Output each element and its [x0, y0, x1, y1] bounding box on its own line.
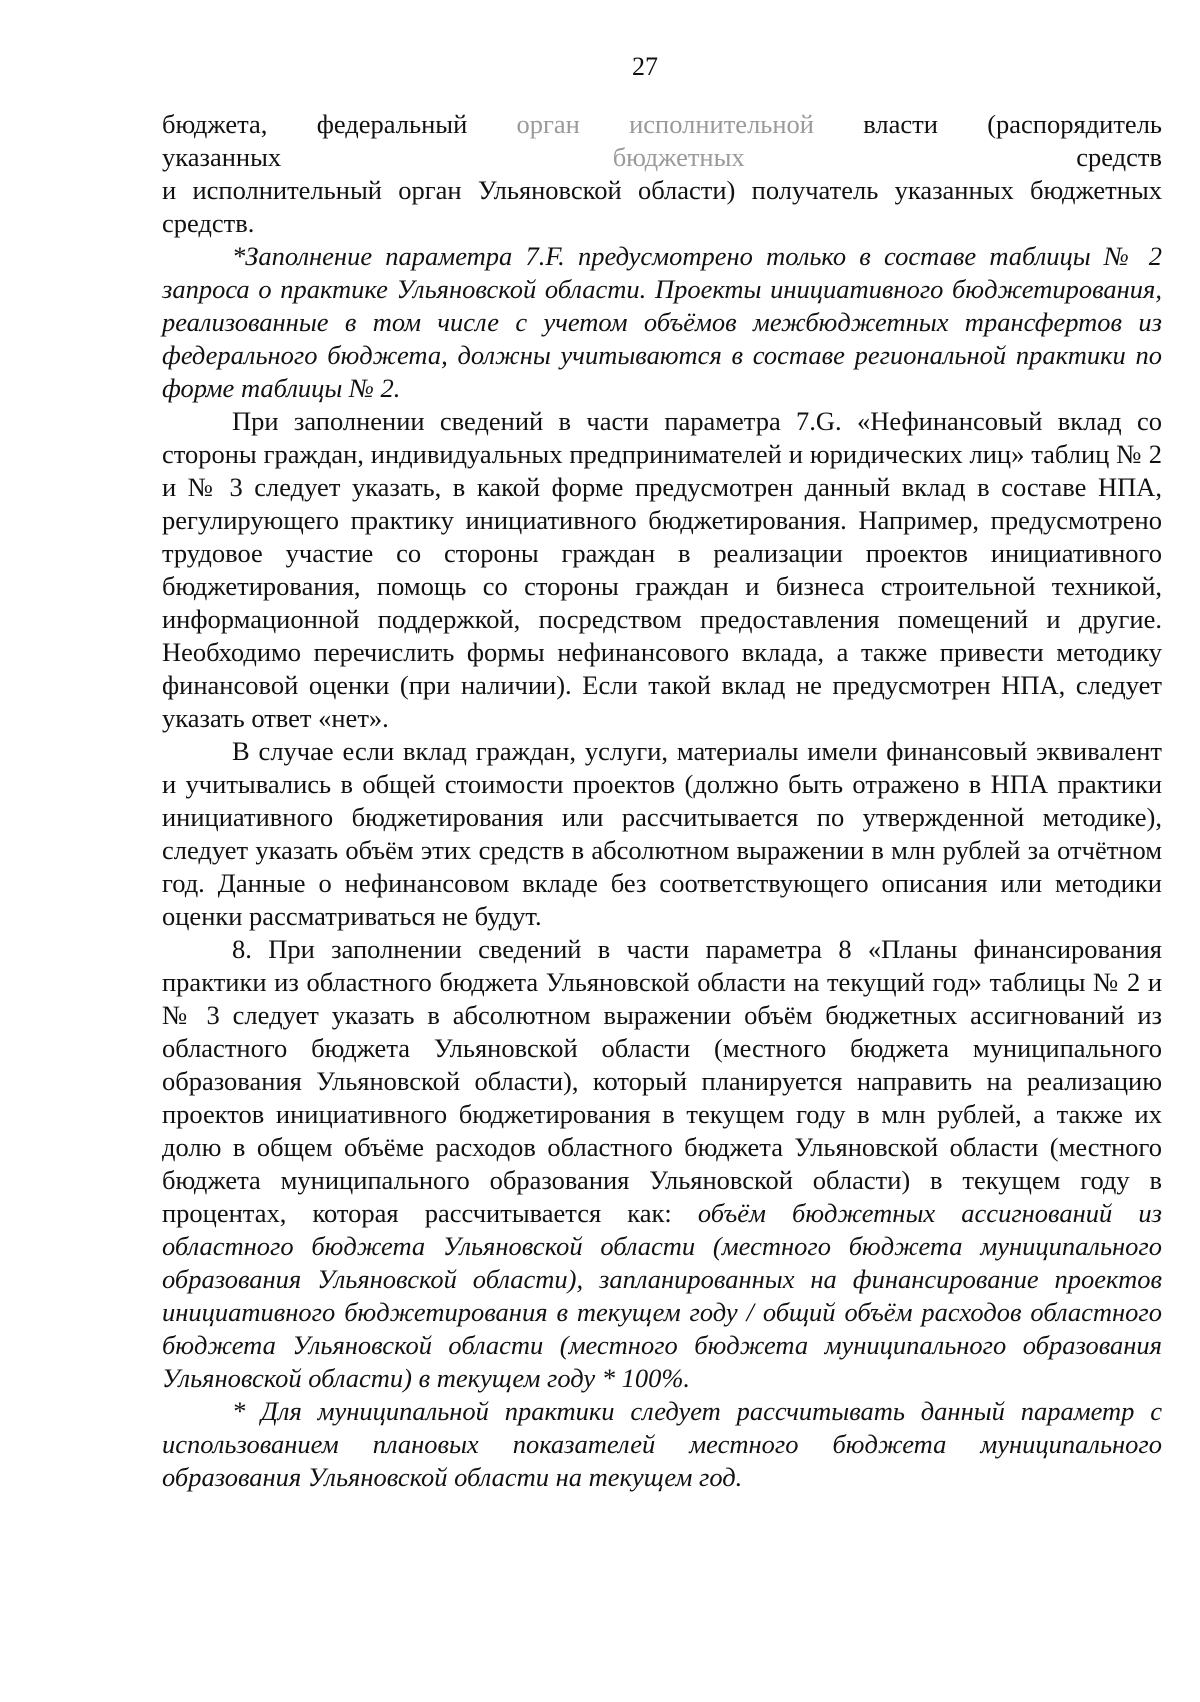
paragraph-8-formula: объём бюджетных ассигнований из областного бюджета Ульяновской области (местного бюджета муниципального образования Ульяновской области), запланированных на финансирование проектов инициативного бюджетирования в текущем году / общий объём расходов областного бюджета Ульяновской области (местного бюджета муниципального образования Ульяновской области) в текущем году * 100%.	[162, 1198, 1162, 1393]
footnote-paragraph-7f: *Заполнение параметра 7.F. предусмотрено только в составе таблицы № 2 запроса о практике Ульяновской области. Проекты инициативного бюджетирования, реализованные в том числе с учетом объёмов межбюджетных трансфертов из федерального бюджета, должны учитываются в составе региональной практики по форме таблицы № 2.	[162, 241, 1162, 403]
continued-paragraph-line-1	[162, 108, 1162, 141]
continued-paragraph-rest: и исполнительный орган Ульяновской области) получатель указанных бюджетных средств.	[162, 175, 1162, 238]
text-fragment: указанных	[162, 142, 282, 172]
faded-text-fragment: бюджетных	[612, 142, 745, 172]
paragraph-7g: При заполнении сведений в части параметра 7.G. «Нефинансовый вклад со стороны граждан, индивидуальных предпринимателей и юридических лиц» таблиц № 2 и № 3 следует указать, в какой форме предусмотрен данный вклад в составе НПА, регулирующего практику инициативного бюджетирования. Например, предусмотрено трудовое участие со стороны граждан в реализации проектов инициативного бюджетирования, помощь со стороны граждан и бизнеса строительной техникой, информационной поддержкой, посредством предоставления помещений и другие. Необходимо перечислить формы нефинансового вклада, а также привести методику финансовой оценки (при наличии). Если такой вклад не предусмотрен НПА, следует указать ответ «нет».	[162, 406, 1162, 733]
text-fragment: власти (распорядитель	[814, 109, 1162, 139]
page-number: 27	[632, 52, 658, 81]
paragraph-8	[162, 933, 1162, 1395]
continued-paragraph-line-2	[162, 141, 1162, 174]
footnote-municipal-practice: * Для муниципальной практики следует рассчитывать данный параметр с использованием плановых показателей местного бюджета муниципального образования Ульяновской области на текущем год.	[162, 1396, 1162, 1492]
paragraph-financial-equivalent: В случае если вклад граждан, услуги, материалы имели финансовый эквивалент и учитывались в общей стоимости проектов (должно быть отражено в НПА практики инициативного бюджетирования или рассчитывается по утвержденной методике), следует указать объём этих средств в абсолютном выражении в млн рублей за отчётном год. Данные о нефинансовом вкладе без соответствующего описания или методики оценки рассматриваться не будут.	[162, 736, 1162, 931]
document-body	[162, 108, 1162, 1494]
paragraph-8-text: 8. При заполнении сведений в части параметра 8 «Планы финансирования практики из областного бюджета Ульяновской области на текущий год» таблицы № 2 и № 3 следует указать в абсолютном выражении объём бюджетных ассигнований из областного бюджета Ульяновской области (местного бюджета муниципального образования Ульяновской области), который планируется направить на реализацию проектов инициативного бюджетирования в текущем году в млн рублей, а также их долю в общем объёме расходов областного бюджета Ульяновской области (местного бюджета муниципального образования Ульяновской области) в текущем году в процентах, которая рассчитывается как:	[162, 934, 1162, 1228]
faded-text-fragment: орган исполнительной	[516, 109, 814, 139]
text-fragment: бюджета, федеральный	[162, 109, 517, 139]
text-fragment: средств	[1076, 142, 1162, 172]
